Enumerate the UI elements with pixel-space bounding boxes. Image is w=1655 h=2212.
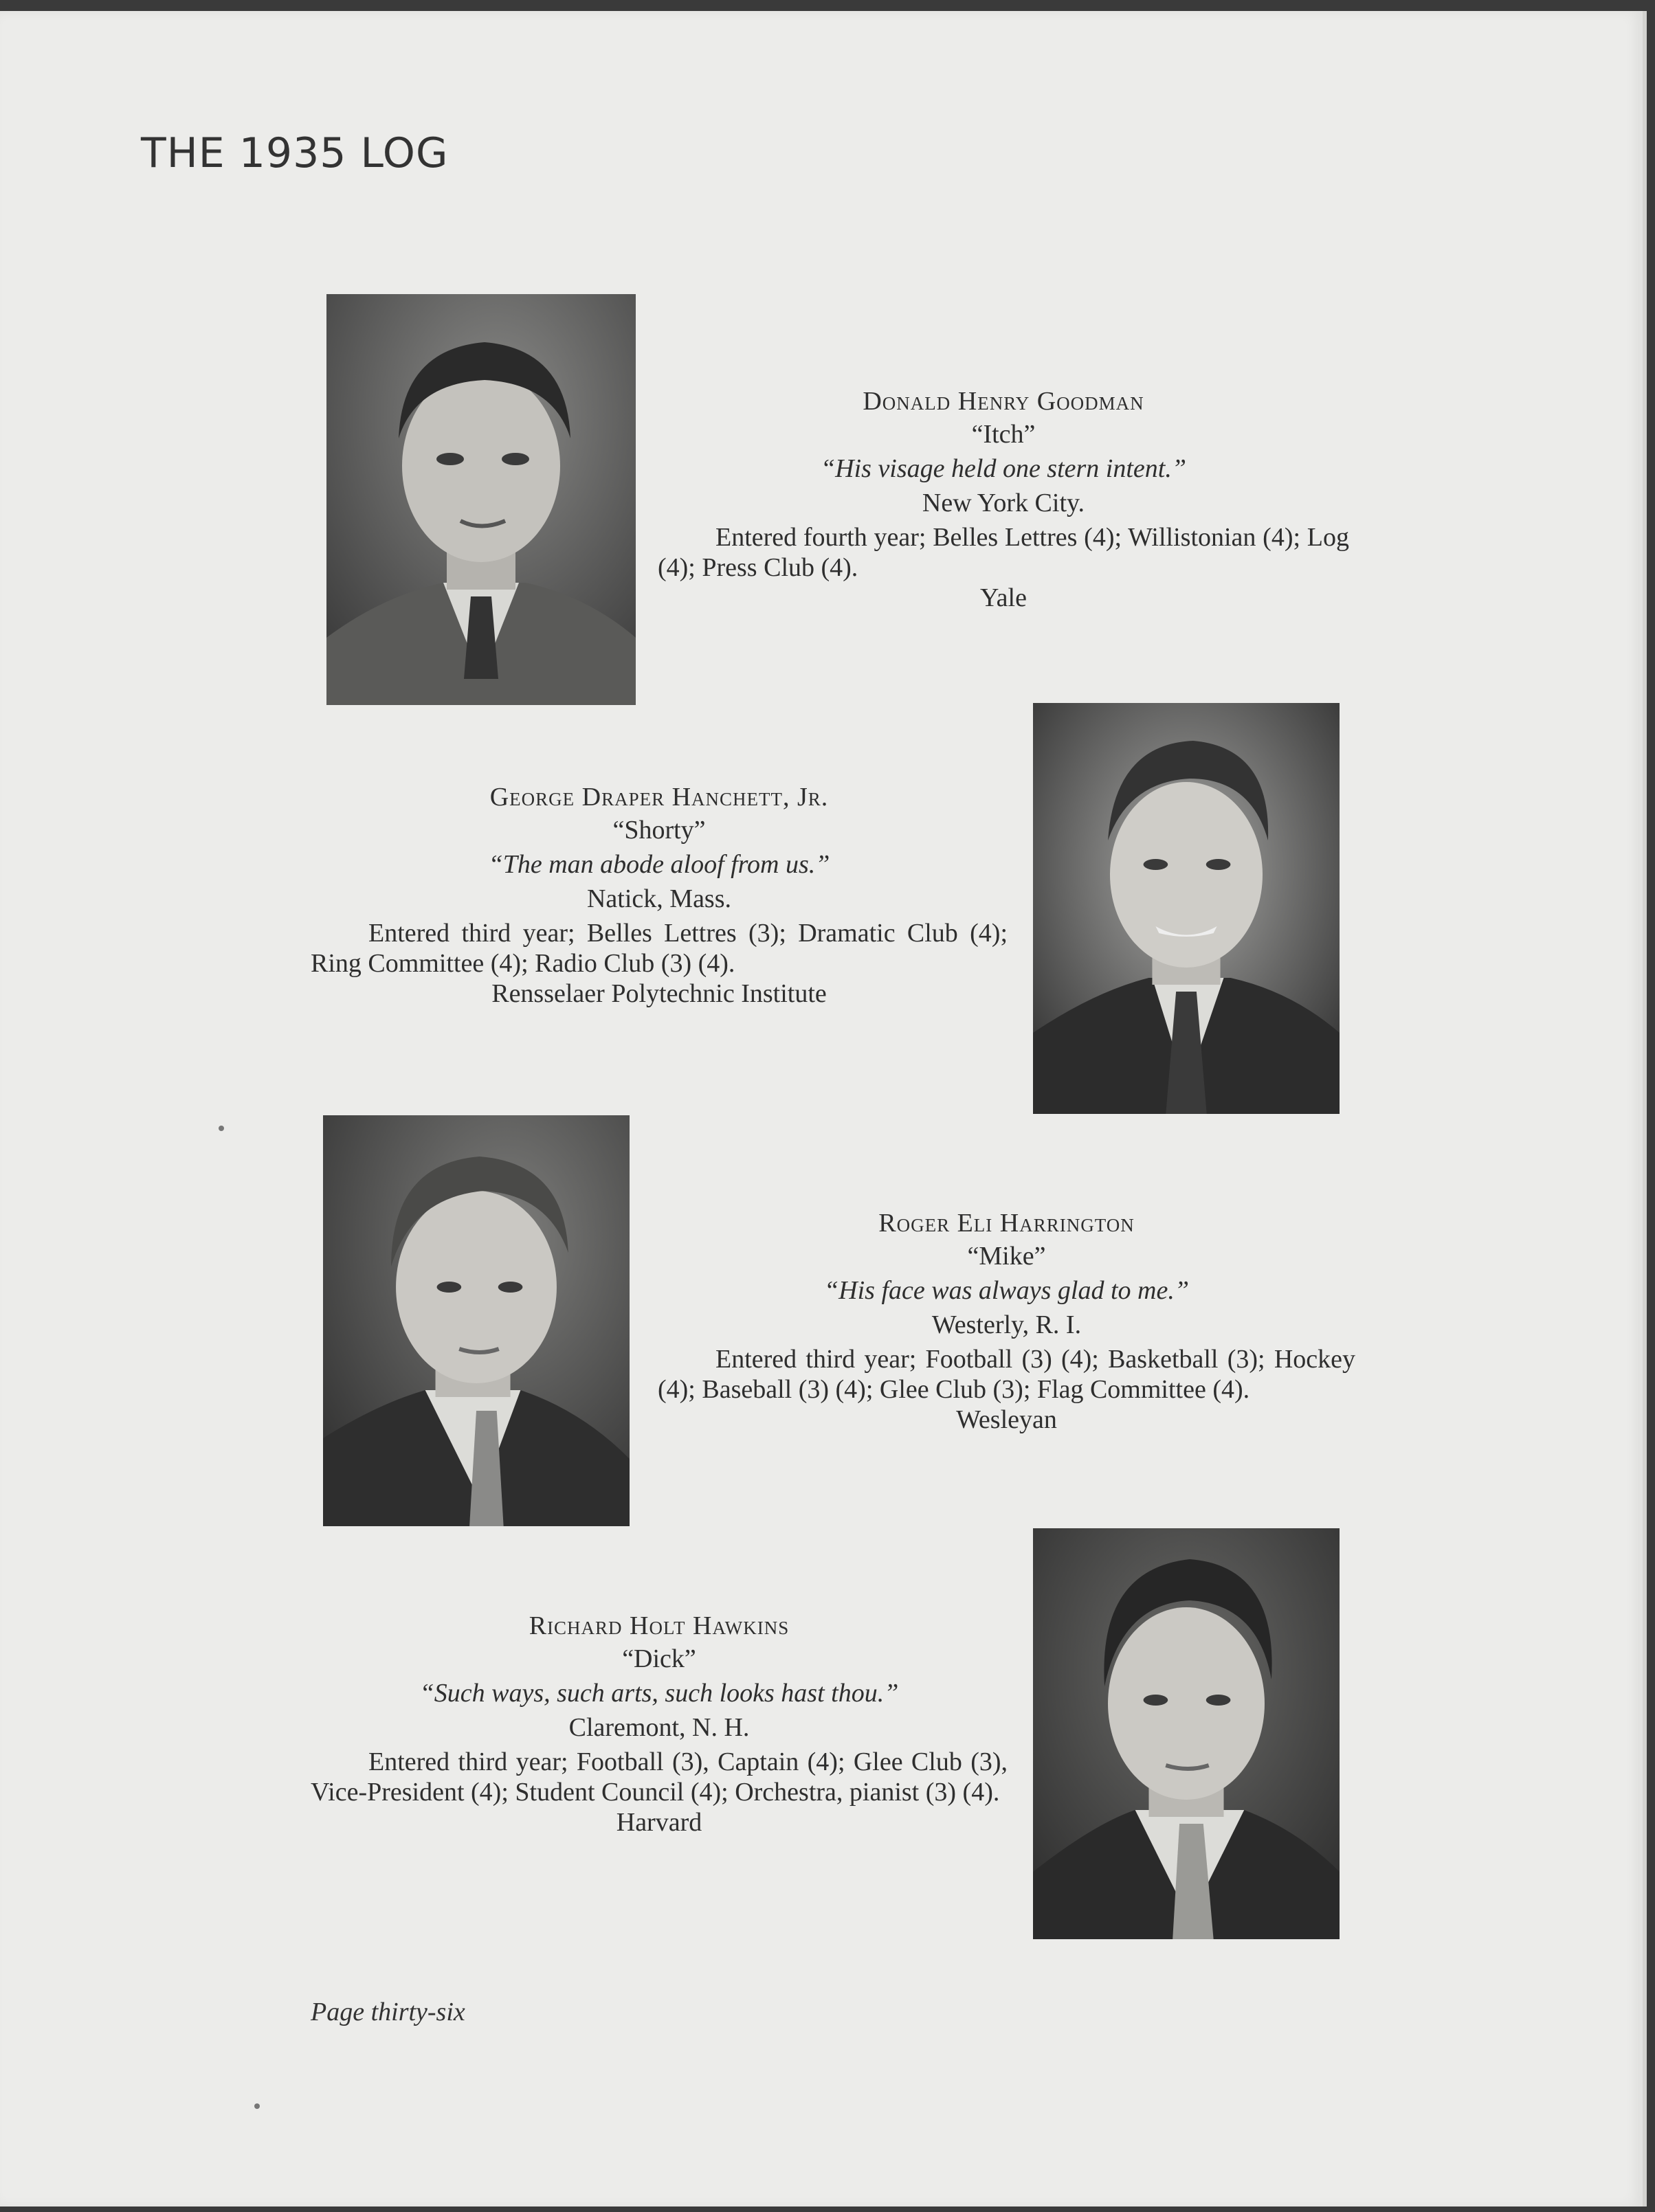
page-number: Page thirty-six <box>311 1998 465 2026</box>
student-record: Entered third year; Belles Lettres (3); Dramatic Club (4); Ring Committee (4); Radio Club (3) (4). <box>311 919 1008 978</box>
student-nickname: “Mike” <box>967 1242 1046 1271</box>
page-header: THE 1935 LOG <box>141 129 449 177</box>
paper-speck <box>254 2103 260 2109</box>
student-record: Entered third year; Football (3), Captain (4); Glee Club (3), Vice-President (4); Student Council (4); Orchestra, pianist (3) (4). <box>311 1747 1008 1807</box>
student-quote: “His visage held one stern intent.” <box>821 454 1186 483</box>
student-quote: “The man abode aloof from us.” <box>488 850 830 879</box>
student-record: Entered fourth year; Belles Lettres (4); Willistonian (4); Log (4); Press Club (4). <box>658 523 1349 582</box>
paper-speck <box>219 1126 224 1131</box>
student-name: Richard Holt Hawkins <box>529 1611 790 1640</box>
student-name: Roger Eli Harrington <box>878 1209 1135 1238</box>
student-quote: “His face was always glad to me.” <box>824 1276 1189 1305</box>
student-nickname: “Dick” <box>622 1644 696 1673</box>
portrait-photo-icon <box>1033 1528 1340 1939</box>
student-hometown: Claremont, N. H. <box>568 1713 750 1742</box>
student-college: Rensselaer Polytechnic Institute <box>491 979 827 1008</box>
student-record: Entered third year; Football (3) (4); Basketball (3); Hockey (4); Baseball (3) (4); Glee Club (3); Flag Committee (4). <box>658 1345 1355 1404</box>
student-college: Harvard <box>616 1808 702 1837</box>
student-entry-harrington <box>658 1208 1355 1435</box>
portrait-photo-icon <box>326 294 636 705</box>
student-quote: “Such ways, such arts, such looks hast thou.” <box>419 1679 899 1708</box>
student-college: Wesleyan <box>956 1405 1057 1434</box>
student-entry-hanchett <box>311 782 1008 1009</box>
student-hometown: Natick, Mass. <box>586 884 732 913</box>
yearbook-page <box>0 11 1647 2207</box>
student-nickname: “Itch” <box>971 420 1036 449</box>
student-entry-goodman <box>658 386 1349 613</box>
student-nickname: “Shorty” <box>612 816 706 845</box>
student-hometown: New York City. <box>922 489 1085 517</box>
student-name: George Draper Hanchett, Jr. <box>489 783 829 812</box>
portrait-photo-icon <box>1033 703 1340 1114</box>
student-entry-hawkins <box>311 1611 1008 1837</box>
portrait-photo-harrington <box>323 1115 630 1526</box>
student-hometown: Westerly, R. I. <box>931 1310 1082 1339</box>
portrait-photo-hanchett <box>1033 703 1340 1114</box>
student-name: Donald Henry Goodman <box>863 387 1144 416</box>
portrait-photo-icon <box>323 1115 630 1526</box>
student-college: Yale <box>980 583 1027 612</box>
portrait-photo-goodman <box>326 294 636 705</box>
portrait-photo-hawkins <box>1033 1528 1340 1939</box>
